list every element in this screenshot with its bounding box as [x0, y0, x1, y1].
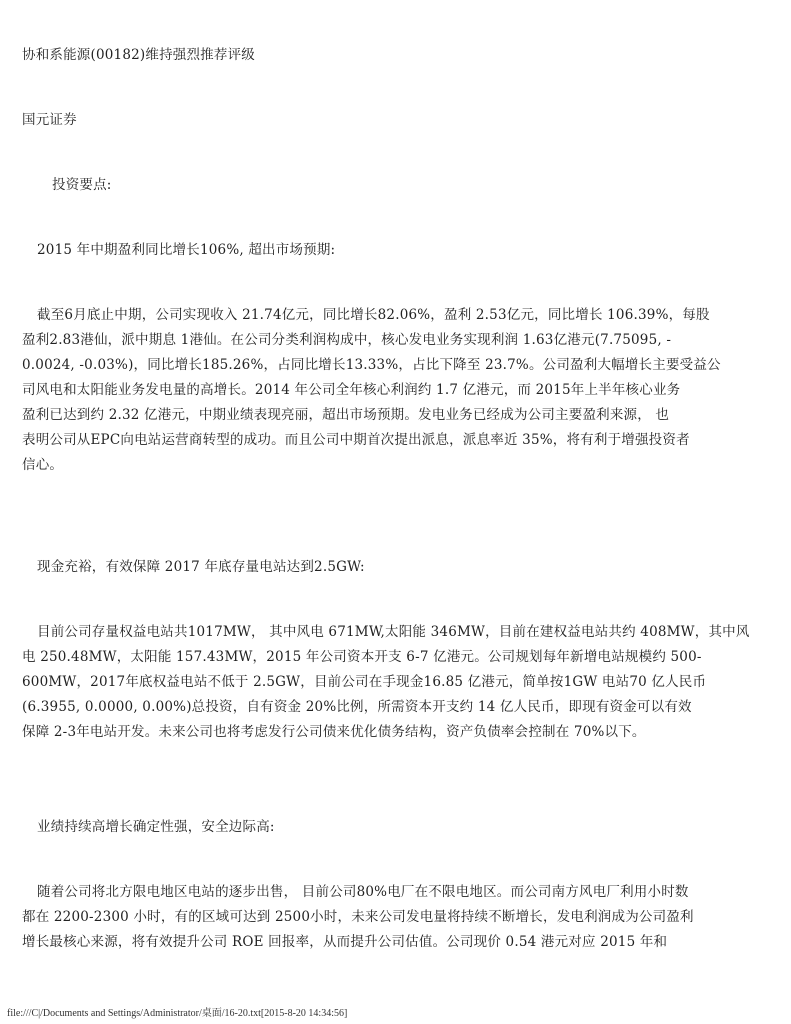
section-2-line-4: (6.3955, 0.0000, 0.00%)总投资，自有资金 20%比例，所需资本开支约 14 亿人民币，即现有资金可以有效 [22, 699, 692, 715]
section-3-line-3: 增长最核心来源，将有效提升公司 ROE 回报率，从而提升公司估值。公司现价 0.54 港元对应 2015 年和 [22, 934, 668, 950]
section-2-line-3: 600MW，2017年底权益电站不低于 2.5GW，目前公司在手现金16.85 亿港元，简单按1GW 电站70 亿人民币 [22, 674, 707, 690]
section-1-line-6: 表明公司从EPC向电站运营商转型的成功。而且公司中期首次提出派息，派息率近 35%，将有利于增强投资者 [22, 432, 690, 448]
document-title: 协和系能源(00182)维持强烈推荐评级 [22, 47, 255, 63]
section-1-heading: 2015 年中期盈利同比增长106%, 超出市场预期: [37, 242, 336, 258]
section-2-line-2: 电 250.48MW，太阳能 157.43MW，2015 年公司资本开支 6-7 亿港元。公司规划每年新增电站规模约 500- [22, 649, 702, 665]
document-source: 国元证券 [22, 112, 77, 128]
section-3-line-2: 都在 2200-2300 小时，有的区域可达到 2500小时，未来公司发电量将持续不断增长，发电利润成为公司盈利 [22, 909, 694, 925]
section-1-line-5: 盈利已达到约 2.32 亿港元，中期业绩表现亮丽，超出市场预期。发电业务已经成为公司主要盈利来源， 也 [22, 407, 670, 423]
section-1-line-7: 信心。 [22, 457, 64, 473]
section-1-line-4: 司风电和太阳能业务发电量的高增长。2014 年公司全年核心利润约 1.7 亿港元，而 2015年上半年核心业务 [22, 382, 681, 398]
section-2-line-1: 目前公司存量权益电站共1017MW， 其中风电 671MW,太阳能 346MW，目前在建权益电站共约 408MW，其中风 [37, 624, 750, 640]
section-3-line-1: 随着公司将北方限电地区电站的逐步出售， 目前公司80%电厂在不限电地区。而公司南方风电厂利用小时数 [37, 884, 689, 900]
footer-file-path: file:///C|/Documents and Settings/Administrator/桌面/16-20.txt[2015-8-20 14:34:56] [7, 1008, 348, 1019]
section-3-heading: 业绩持续高增长确定性强，安全边际高: [37, 819, 275, 835]
section-2-heading: 现金充裕，有效保障 2017 年底存量电站达到2.5GW: [37, 559, 365, 575]
section-1-line-2: 盈利2.83港仙，派中期息 1港仙。在公司分类利润构成中，核心发电业务实现利润 1.63亿港元(7.75095, - [22, 332, 672, 348]
section-1-line-1: 截至6月底止中期，公司实现收入 21.74亿元，同比增长82.06%，盈利 2.53亿元，同比增长 106.39%，每股 [37, 307, 710, 323]
section-1-line-3: 0.0024, -0.03%)，同比增长185.26%，占同比增长13.33%，占比下降至 23.7%。公司盈利大幅增长主要受益公 [22, 357, 721, 373]
section-2-line-5: 保障 2-3年电站开发。未来公司也将考虑发行公司债来优化债务结构，资产负债率会控制在 70%以下。 [22, 724, 646, 740]
section-heading-investment-points: 投资要点: [52, 177, 112, 193]
